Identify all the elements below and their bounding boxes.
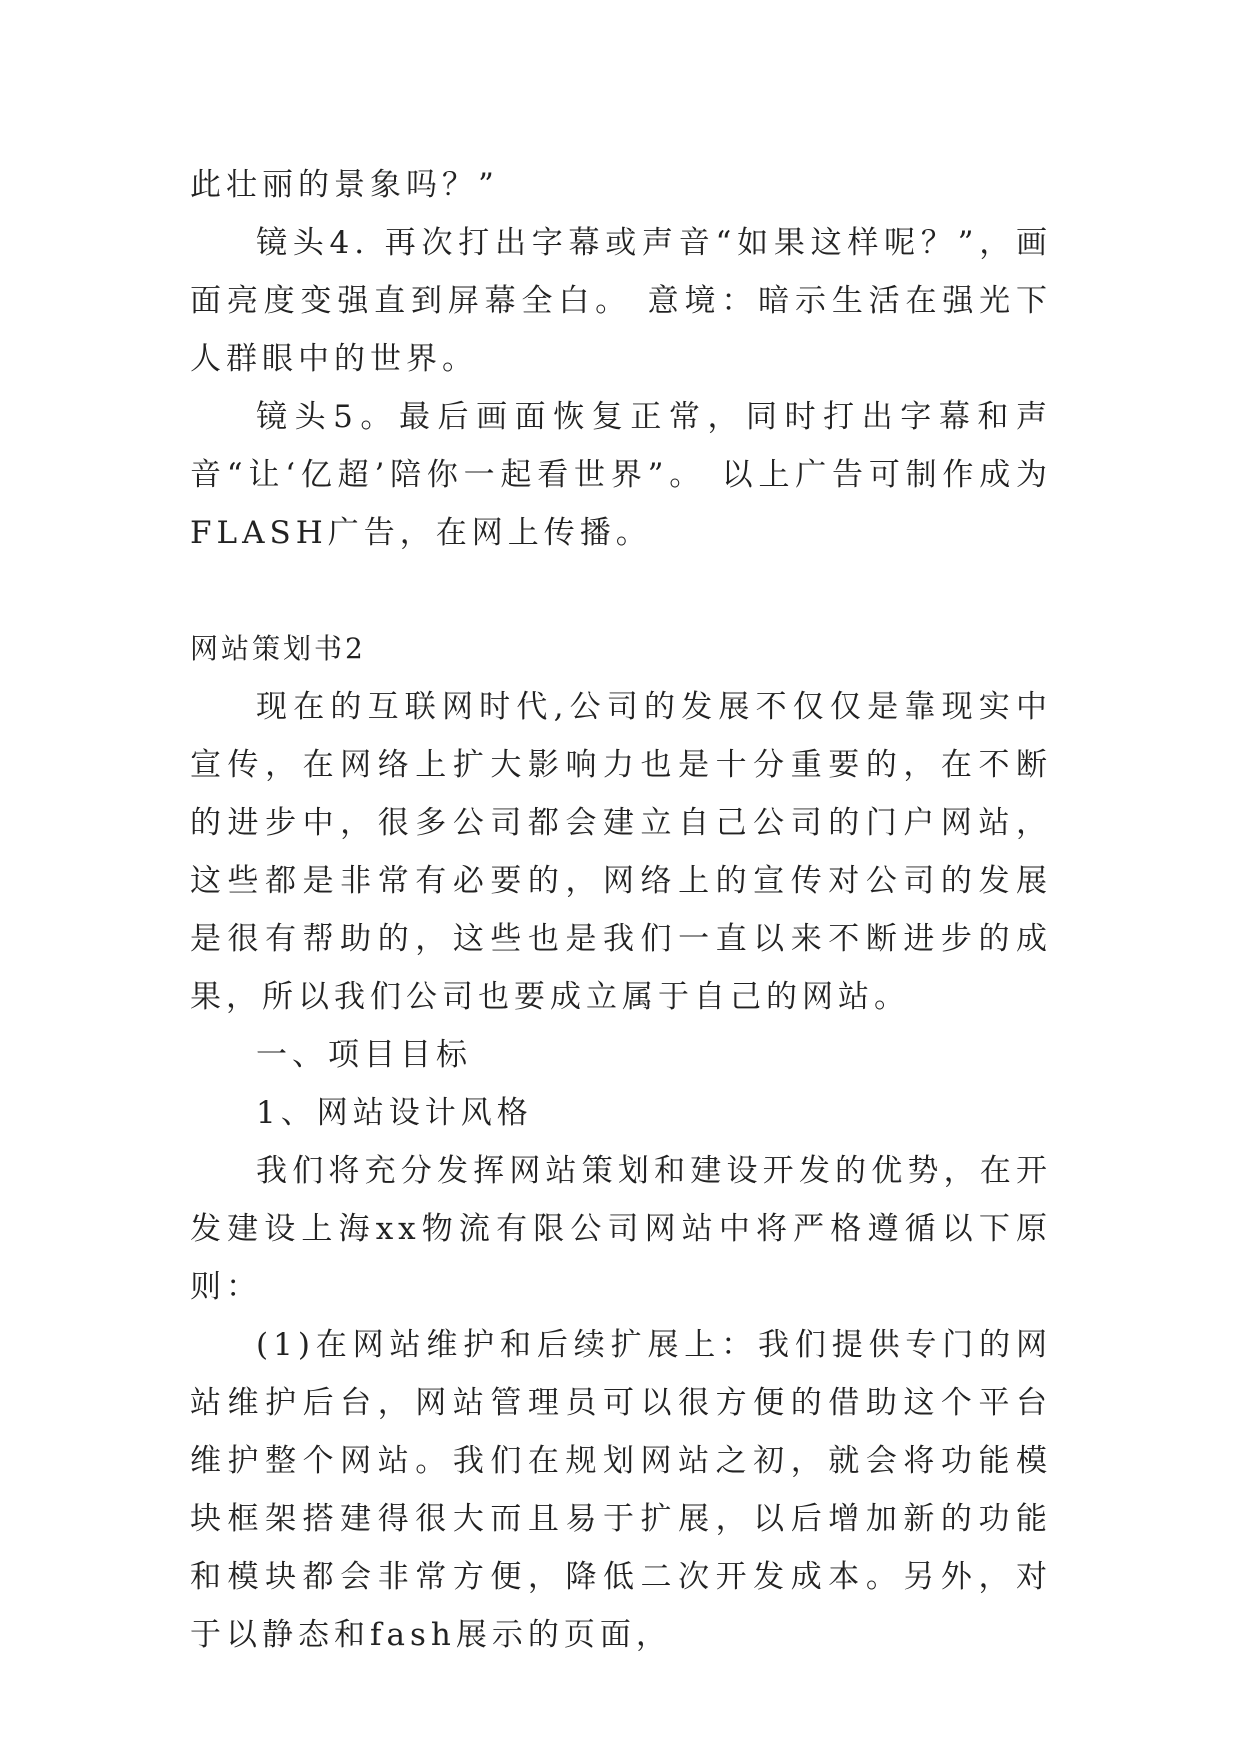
- paragraph-intro: 现在的互联网时代,公司的发展不仅仅是靠现实中宣传，在网络上扩大影响力也是十分重要的，在不断的进步中，很多公司都会建立自己公司的门户网站，这些都是非常有必要的，网络上的宣传对公司的发展是很有帮助的，这些也是我们一直以来不断进步的成果，所以我们公司也要成立属于自己的网站。: [190, 689, 1052, 1015]
- document-body: [190, 156, 1052, 1664]
- section-spacer: [190, 562, 1052, 620]
- paragraph-maintenance: (1)在网站维护和后续扩展上：我们提供专门的网站维护后台，网站管理员可以很方便的借助这个平台维护整个网站。我们在规划网站之初，就会将功能模块框架搭建得很大而且易于扩展，以后增加新的功能和模块都会非常方便，降低二次开发成本。另外，对于以静态和fash展示的页面，: [190, 1327, 1052, 1653]
- paragraph-shot-4: 镜头4. 再次打出字幕或声音“如果这样呢？”，画面亮度变强直到屏幕全白。 意境：暗示生活在强光下人群眼中的世界。: [190, 225, 1052, 377]
- paragraph-principles: 我们将充分发挥网站策划和建设开发的优势，在开发建设上海xx物流有限公司网站中将严格遵循以下原则：: [190, 1153, 1052, 1305]
- heading-design-style: 1、网站设计风格: [256, 1095, 533, 1131]
- section-title: 网站策划书2: [190, 632, 366, 665]
- paragraph-continued-quote: 此壮丽的景象吗？”: [190, 167, 499, 203]
- heading-project-goals: 一、项目目标: [256, 1037, 472, 1073]
- paragraph-shot-5: 镜头5。最后画面恢复正常，同时打出字幕和声音“让‘亿超’陪你一起看世界”。 以上广告可制作成为FLASH广告，在网上传播。: [190, 399, 1052, 551]
